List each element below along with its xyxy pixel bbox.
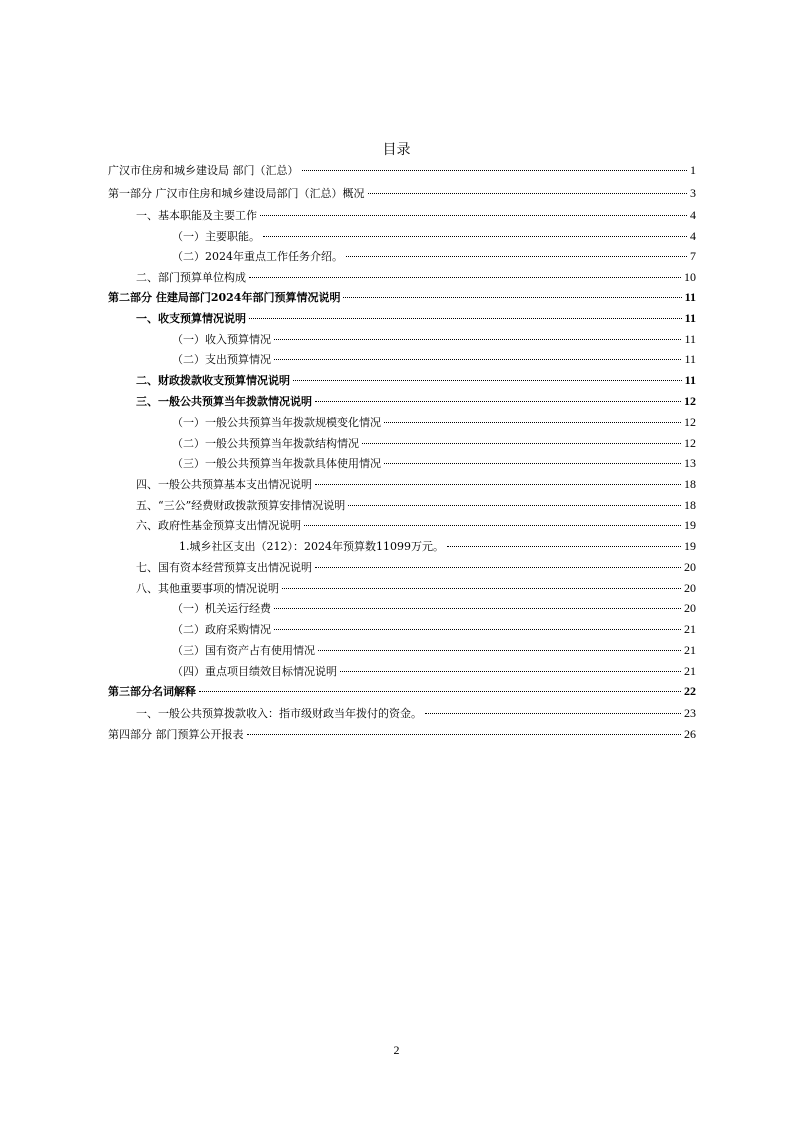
- toc-entry[interactable]: [108, 183, 696, 203]
- toc-entry[interactable]: [179, 536, 696, 556]
- toc-leader: [315, 567, 681, 568]
- toc-entry-text: （一）收入预算情况: [172, 333, 271, 346]
- toc-leader: [343, 297, 681, 298]
- toc-page-number: 4: [690, 229, 696, 243]
- toc-leader: [425, 713, 681, 714]
- toc-entry-text: 一、收支预算情况说明: [136, 312, 246, 325]
- toc-entry-text: 四、一般公共预算基本支出情况说明: [136, 478, 312, 491]
- toc-leader: [274, 608, 681, 609]
- toc-page-number: 20: [684, 601, 696, 615]
- toc-page-number: 21: [684, 622, 696, 636]
- toc-entry[interactable]: [136, 474, 696, 494]
- toc-entry[interactable]: [172, 329, 696, 349]
- toc-page-number: 20: [684, 560, 696, 574]
- toc-page-number: 11: [684, 311, 696, 325]
- toc-page-number: 11: [684, 373, 696, 387]
- toc-entry-text: 一、一般公共预算拨款收入：指市级财政当年拨付的资金。: [136, 707, 422, 720]
- toc-entry-text: （二）支出预算情况: [172, 353, 271, 366]
- toc-entry[interactable]: [136, 370, 696, 390]
- toc-leader: [282, 588, 681, 589]
- toc-entry-text: 一、基本职能及主要工作: [136, 209, 257, 222]
- toc-leader: [274, 629, 681, 630]
- toc-leader: [348, 505, 681, 506]
- toc-entry-text: （四）重点项目绩效目标情况说明: [172, 665, 337, 678]
- toc-entry-text: 广汉市住房和城乡建设局 部门（汇总）: [108, 164, 299, 177]
- toc-leader: [249, 277, 681, 278]
- toc-entry[interactable]: [172, 619, 696, 639]
- toc-entry-text: 第四部分 部门预算公开报表: [108, 728, 244, 741]
- toc-page-number: 12: [684, 394, 696, 408]
- toc-entry[interactable]: [136, 205, 696, 225]
- toc-leader: [274, 359, 681, 360]
- toc-entry-text: （三）国有资产占有使用情况: [172, 644, 315, 657]
- toc-entry[interactable]: [136, 308, 696, 328]
- toc-page-number: 21: [684, 664, 696, 678]
- toc-entry[interactable]: [172, 433, 696, 453]
- toc-page-number: 12: [684, 415, 696, 429]
- toc-entry[interactable]: [136, 703, 696, 723]
- toc-page-number: 19: [684, 518, 696, 532]
- toc-entry[interactable]: [172, 349, 696, 369]
- toc-page-number: 7: [690, 249, 696, 263]
- toc-leader: [293, 380, 682, 381]
- toc-leader: [302, 170, 688, 171]
- toc-leader: [362, 443, 681, 444]
- toc-entry-text: （二）政府采购情况: [172, 623, 271, 636]
- toc-title: 目录: [382, 142, 411, 158]
- toc-leader: [315, 484, 681, 485]
- toc-entry-text: 三、一般公共预算当年拨款情况说明: [136, 395, 312, 408]
- toc-entry-text: 六、政府性基金预算支出情况说明: [136, 519, 301, 532]
- toc-leader: [368, 193, 688, 194]
- toc-entry[interactable]: [136, 391, 696, 411]
- toc-page-number: 4: [690, 208, 696, 222]
- toc-page-number: 20: [684, 581, 696, 595]
- toc-page-number: 13: [684, 456, 696, 470]
- toc-leader: [249, 318, 682, 319]
- toc-entry-text: 第一部分 广汉市住房和城乡建设局部门（汇总）概况: [108, 187, 365, 200]
- toc-page-number: 3: [690, 186, 696, 200]
- toc-page-number: 10: [684, 270, 696, 284]
- toc-leader: [260, 215, 687, 216]
- toc-page-number: 18: [684, 477, 696, 491]
- toc-entry-text: （一）一般公共预算当年拨款规模变化情况: [172, 416, 381, 429]
- toc-leader: [263, 236, 687, 237]
- toc-page-number: 18: [684, 498, 696, 512]
- toc-entry-text: （一）机关运行经费: [172, 602, 271, 615]
- toc-entry-text: 二、部门预算单位构成: [136, 271, 246, 284]
- toc-entry[interactable]: [136, 557, 696, 577]
- toc-leader: [318, 650, 681, 651]
- toc-page-number: 11: [684, 352, 696, 366]
- toc-page-number: 26: [684, 727, 696, 741]
- toc-entry[interactable]: [136, 267, 696, 287]
- toc-entry-text: （二）2024年重点工作任务介绍。: [172, 250, 343, 263]
- toc-leader: [340, 671, 681, 672]
- toc-entry-text: 第三部分名词解释: [108, 685, 196, 698]
- toc-leader: [304, 525, 681, 526]
- toc-entry-text: 八、其他重要事项的情况说明: [136, 582, 279, 595]
- toc-entry-text: 第二部分 住建局部门2024年部门预算情况说明: [108, 291, 341, 304]
- toc-entry[interactable]: [108, 681, 696, 701]
- toc-entry-text: （三）一般公共预算当年拨款具体使用情况: [172, 457, 381, 470]
- toc-page-number: 21: [684, 643, 696, 657]
- toc-leader: [384, 422, 681, 423]
- toc-leader: [447, 546, 681, 547]
- toc-entry[interactable]: [108, 724, 696, 744]
- toc-entry-text: （二）一般公共预算当年拨款结构情况: [172, 437, 359, 450]
- toc-entry-text: 五、“三公”经费财政拨款预算安排情况说明: [136, 499, 346, 512]
- toc-entry-text: 七、国有资本经营预算支出情况说明: [136, 561, 312, 574]
- toc-entry[interactable]: [136, 495, 696, 515]
- toc-leader: [346, 256, 687, 257]
- toc-entry[interactable]: [172, 598, 696, 618]
- toc-entry[interactable]: [172, 661, 696, 681]
- toc-entry[interactable]: [172, 412, 696, 432]
- toc-leader: [247, 734, 682, 735]
- toc-entry[interactable]: [108, 287, 696, 307]
- toc-entry-text: 二、财政拨款收支预算情况说明: [136, 374, 290, 387]
- toc-entry-text: （一）主要职能。: [172, 230, 260, 243]
- toc-page-number: 22: [684, 684, 696, 698]
- toc-leader: [384, 463, 681, 464]
- toc-leader: [199, 691, 681, 692]
- toc-entry[interactable]: [136, 515, 696, 535]
- toc-page-number: 1: [690, 163, 696, 177]
- toc-page-number: 11: [684, 332, 696, 346]
- page-number: 2: [393, 1043, 400, 1057]
- toc-page-number: 23: [684, 706, 696, 720]
- toc-entry[interactable]: [172, 226, 696, 246]
- toc-page-number: 12: [684, 436, 696, 450]
- toc-entry[interactable]: [172, 640, 696, 660]
- toc-leader: [274, 339, 681, 340]
- toc-page-number: 11: [684, 290, 696, 304]
- toc-entry[interactable]: [136, 578, 696, 598]
- toc-leader: [315, 401, 681, 402]
- toc-entry-text: 1.城乡社区支出（212）：2024年预算数11099万元。: [179, 540, 444, 553]
- toc-entry[interactable]: [172, 453, 696, 473]
- toc-entry[interactable]: [108, 160, 696, 180]
- toc-page-number: 19: [684, 539, 696, 553]
- toc-entry[interactable]: [172, 246, 696, 266]
